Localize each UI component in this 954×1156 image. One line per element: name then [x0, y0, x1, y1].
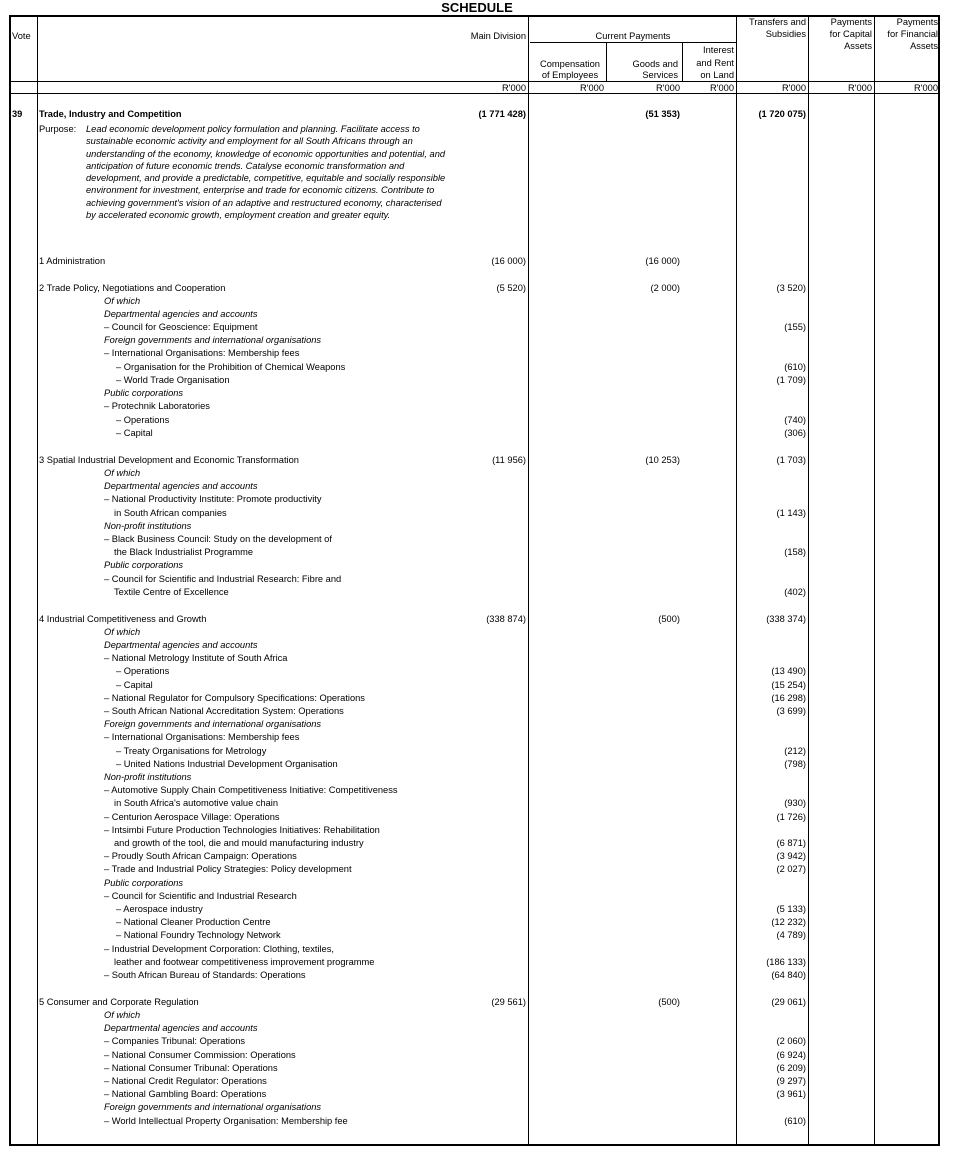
header-capital-3: Assets [844, 41, 872, 51]
row-label: – International Organisations: Membership fees [104, 348, 300, 358]
row-value-transfers: (212) [784, 746, 806, 756]
header-vote: Vote [12, 31, 31, 41]
row-value-transfers: (155) [784, 322, 806, 332]
row-label: – National Regulator for Compulsory Specifications: Operations [104, 693, 365, 703]
row-label: – Companies Tribunal: Operations [104, 1036, 246, 1046]
row-value-transfers: (930) [784, 798, 806, 808]
row-label: – Industrial Development Corporation: Clothing, textiles, [104, 944, 334, 954]
row-label: – National Consumer Tribunal: Operations [104, 1063, 278, 1073]
row-value-transfers: (2 027) [776, 864, 806, 874]
row-label: – Council for Scientific and Industrial Research: Fibre and [104, 574, 342, 584]
row-label: – National Foundry Technology Network [116, 930, 281, 940]
header-financial-3: Assets [910, 41, 938, 51]
row-label: – Treaty Organisations for Metrology [116, 746, 267, 756]
unit-compensation: R'000 [579, 83, 604, 93]
vote-total-transfers: (1 720 075) [758, 109, 806, 119]
header-current-payments: Current Payments [595, 31, 671, 41]
vote-number: 39 [12, 109, 23, 119]
row-label: 3 Spatial Industrial Development and Economic Transformation [39, 455, 299, 465]
row-value-transfers: (6 209) [776, 1063, 806, 1073]
row-value-main: (11 956) [492, 455, 526, 465]
row-label: Public corporations [104, 388, 184, 398]
row-label: – Centurion Aerospace Village: Operations [104, 812, 280, 822]
row-label: – World Trade Organisation [116, 375, 230, 385]
header-goods-1: Goods and [632, 59, 678, 69]
row-label: Of which [104, 296, 141, 306]
row-value-transfers: (3 961) [776, 1089, 806, 1099]
row-label: 4 Industrial Competitiveness and Growth [39, 614, 207, 624]
row-value-transfers: (402) [784, 587, 806, 597]
row-label: – Proudly South African Campaign: Operations [104, 851, 297, 861]
row-label: – Capital [116, 428, 153, 438]
row-label: 2 Trade Policy, Negotiations and Cooperation [39, 283, 226, 293]
row-value-transfers: (5 133) [776, 904, 806, 914]
row-label: – National Metrology Institute of South Africa [104, 653, 288, 663]
header-interest-3: on Land [700, 70, 734, 80]
row-value-transfers: (16 298) [771, 693, 806, 703]
row-label: and growth of the tool, die and mould manufacturing industry [114, 838, 364, 848]
col-divider-vote [37, 15, 38, 1146]
current-payments-underline [530, 42, 736, 43]
header-financial-1: Payments [896, 17, 938, 27]
row-value-goods: (500) [658, 614, 680, 624]
unit-goods: R'000 [655, 83, 680, 93]
row-value-transfers: (1 726) [776, 812, 806, 822]
row-label: – Council for Scientific and Industrial Research [104, 891, 297, 901]
row-value-main: (29 561) [491, 997, 526, 1007]
row-label: – National Consumer Commission: Operations [104, 1050, 296, 1060]
row-label: – Operations [116, 415, 170, 425]
row-label: – World Intellectual Property Organisation: Membership fee [104, 1116, 348, 1126]
row-label: – National Cleaner Production Centre [116, 917, 271, 927]
header-transfers-1: Transfers and [748, 17, 806, 27]
header-interest-2: and Rent [696, 58, 734, 68]
unit-main: R'000 [501, 83, 526, 93]
row-value-transfers: (3 942) [776, 851, 806, 861]
unit-interest: R'000 [709, 83, 734, 93]
purpose-label: Purpose: [39, 124, 77, 134]
header-compensation-1: Compensation [540, 59, 600, 69]
row-value-goods: (10 253) [645, 455, 680, 465]
row-value-transfers: (186 133) [766, 957, 806, 967]
header-main-division: Main Division [470, 31, 526, 41]
row-label: – National Productivity Institute: Promote productivity [104, 494, 322, 504]
row-value-transfers: (338 374) [766, 614, 806, 624]
row-label: leather and footwear competitiveness improvement programme [114, 957, 375, 967]
row-label: – Operations [116, 666, 170, 676]
row-label: – National Gambling Board: Operations [104, 1089, 267, 1099]
header-transfers-2: Subsidies [765, 29, 806, 39]
vote-total-main: (1 771 428) [478, 109, 526, 119]
row-value-transfers: (13 490) [771, 666, 806, 676]
unit-financial: R'000 [913, 83, 938, 93]
row-label: – United Nations Industrial Development Organisation [116, 759, 338, 769]
row-label: Departmental agencies and accounts [104, 309, 258, 319]
row-label: the Black Industrialist Programme [114, 547, 253, 557]
row-value-main: (5 520) [496, 283, 526, 293]
row-label: Departmental agencies and accounts [104, 481, 258, 491]
header-goods-2: Services [642, 70, 678, 80]
row-label: Of which [104, 1010, 141, 1020]
row-value-transfers: (2 060) [776, 1036, 806, 1046]
col-divider-capital [874, 15, 875, 1146]
row-label: – Automotive Supply Chain Competitiveness Initiative: Competitiveness [104, 785, 398, 795]
row-label: – Aerospace industry [116, 904, 203, 914]
row-label: 5 Consumer and Corporate Regulation [39, 997, 199, 1007]
row-label: Public corporations [104, 560, 184, 570]
page-title: SCHEDULE [441, 0, 513, 15]
row-label: Departmental agencies and accounts [104, 1023, 258, 1033]
row-value-transfers: (798) [784, 759, 806, 769]
row-value-transfers: (158) [784, 547, 806, 557]
col-divider-transfers [808, 15, 809, 1146]
row-label: Non-profit institutions [104, 521, 192, 531]
header-financial-2: for Financial [887, 29, 938, 39]
row-label: in South African companies [114, 508, 227, 518]
header-capital-1: Payments [830, 17, 872, 27]
unit-capital: R'000 [847, 83, 872, 93]
col-divider-main [528, 15, 529, 1146]
row-label: – Trade and Industrial Policy Strategies: Policy development [104, 864, 352, 874]
row-label: Foreign governments and international organisations [104, 719, 322, 729]
vote-title: Trade, Industry and Competition [39, 109, 182, 119]
row-label: Foreign governments and international organisations [104, 1102, 322, 1112]
row-value-transfers: (610) [784, 1116, 806, 1126]
row-value-transfers: (64 840) [771, 970, 806, 980]
vote-total-goods: (51 353) [645, 109, 680, 119]
row-value-main: (338 874) [486, 614, 526, 624]
row-value-goods: (2 000) [650, 283, 680, 293]
row-label: 1 Administration [39, 256, 106, 266]
row-value-transfers: (3 520) [776, 283, 806, 293]
row-label: Textile Centre of Excellence [114, 587, 229, 597]
row-value-transfers: (1 703) [776, 455, 806, 465]
row-value-goods: (16 000) [645, 256, 680, 266]
row-value-goods: (500) [658, 997, 680, 1007]
row-value-main: (16 000) [491, 256, 526, 266]
row-label: Non-profit institutions [104, 772, 192, 782]
row-value-transfers: (12 232) [771, 917, 806, 927]
row-value-transfers: (6 924) [776, 1050, 806, 1060]
header-interest-1: Interest [702, 45, 734, 55]
row-label: – Protechnik Laboratories [104, 401, 210, 411]
row-value-transfers: (9 297) [776, 1076, 806, 1086]
row-label: Of which [104, 468, 141, 478]
header-compensation-2: of Employees [541, 70, 599, 80]
row-value-transfers: (15 254) [771, 680, 806, 690]
row-label: Foreign governments and international organisations [104, 335, 322, 345]
row-value-transfers: (29 061) [771, 997, 806, 1007]
row-label: – International Organisations: Membership fees [104, 732, 300, 742]
row-label: – Council for Geoscience: Equipment [104, 322, 258, 332]
row-value-transfers: (610) [784, 362, 806, 372]
header-rule [11, 81, 938, 82]
row-label: Public corporations [104, 878, 184, 888]
row-label: – Capital [116, 680, 153, 690]
row-label: Of which [104, 627, 141, 637]
row-value-transfers: (3 699) [776, 706, 806, 716]
row-label: Departmental agencies and accounts [104, 640, 258, 650]
header-capital-2: for Capital [829, 29, 872, 39]
row-value-transfers: (740) [784, 415, 806, 425]
row-label: in South Africa's automotive value chain [114, 798, 279, 808]
row-label: – Black Business Council: Study on the development of [104, 534, 332, 544]
row-value-transfers: (6 871) [776, 838, 806, 848]
purpose-text: Lead economic development policy formulation and planning. Facilitate access to sustainable economic activity and employment for all South Africans through an understanding of the economy, knowledge of economic opportunities and potential, and anticipation of future economic trends. Catalyse economic transformation and development, and provide a predictable, competitive, equitable and socially responsible environment for investment, enterprise and trade for economic citizens. Contribute to achieving government's vision of an adaptive and restructured economy, characterised by accelerated economic growth, employment creation and greater equity. [86, 124, 446, 221]
row-value-transfers: (306) [784, 428, 806, 438]
row-label: – South African Bureau of Standards: Operations [104, 970, 306, 980]
row-label: – Intsimbi Future Production Technologies Initiatives: Rehabilitation [104, 825, 380, 835]
row-label: – Organisation for the Prohibition of Chemical Weapons [116, 362, 346, 372]
row-label: – National Credit Regulator: Operations [104, 1076, 267, 1086]
row-value-transfers: (4 789) [776, 930, 806, 940]
row-label: – South African National Accreditation System: Operations [104, 706, 344, 716]
col-divider-current [736, 15, 737, 1146]
row-value-transfers: (1 709) [776, 375, 806, 385]
subcol-divider-goods [682, 42, 683, 81]
row-value-transfers: (1 143) [776, 508, 806, 518]
unit-transfers: R'000 [781, 83, 806, 93]
